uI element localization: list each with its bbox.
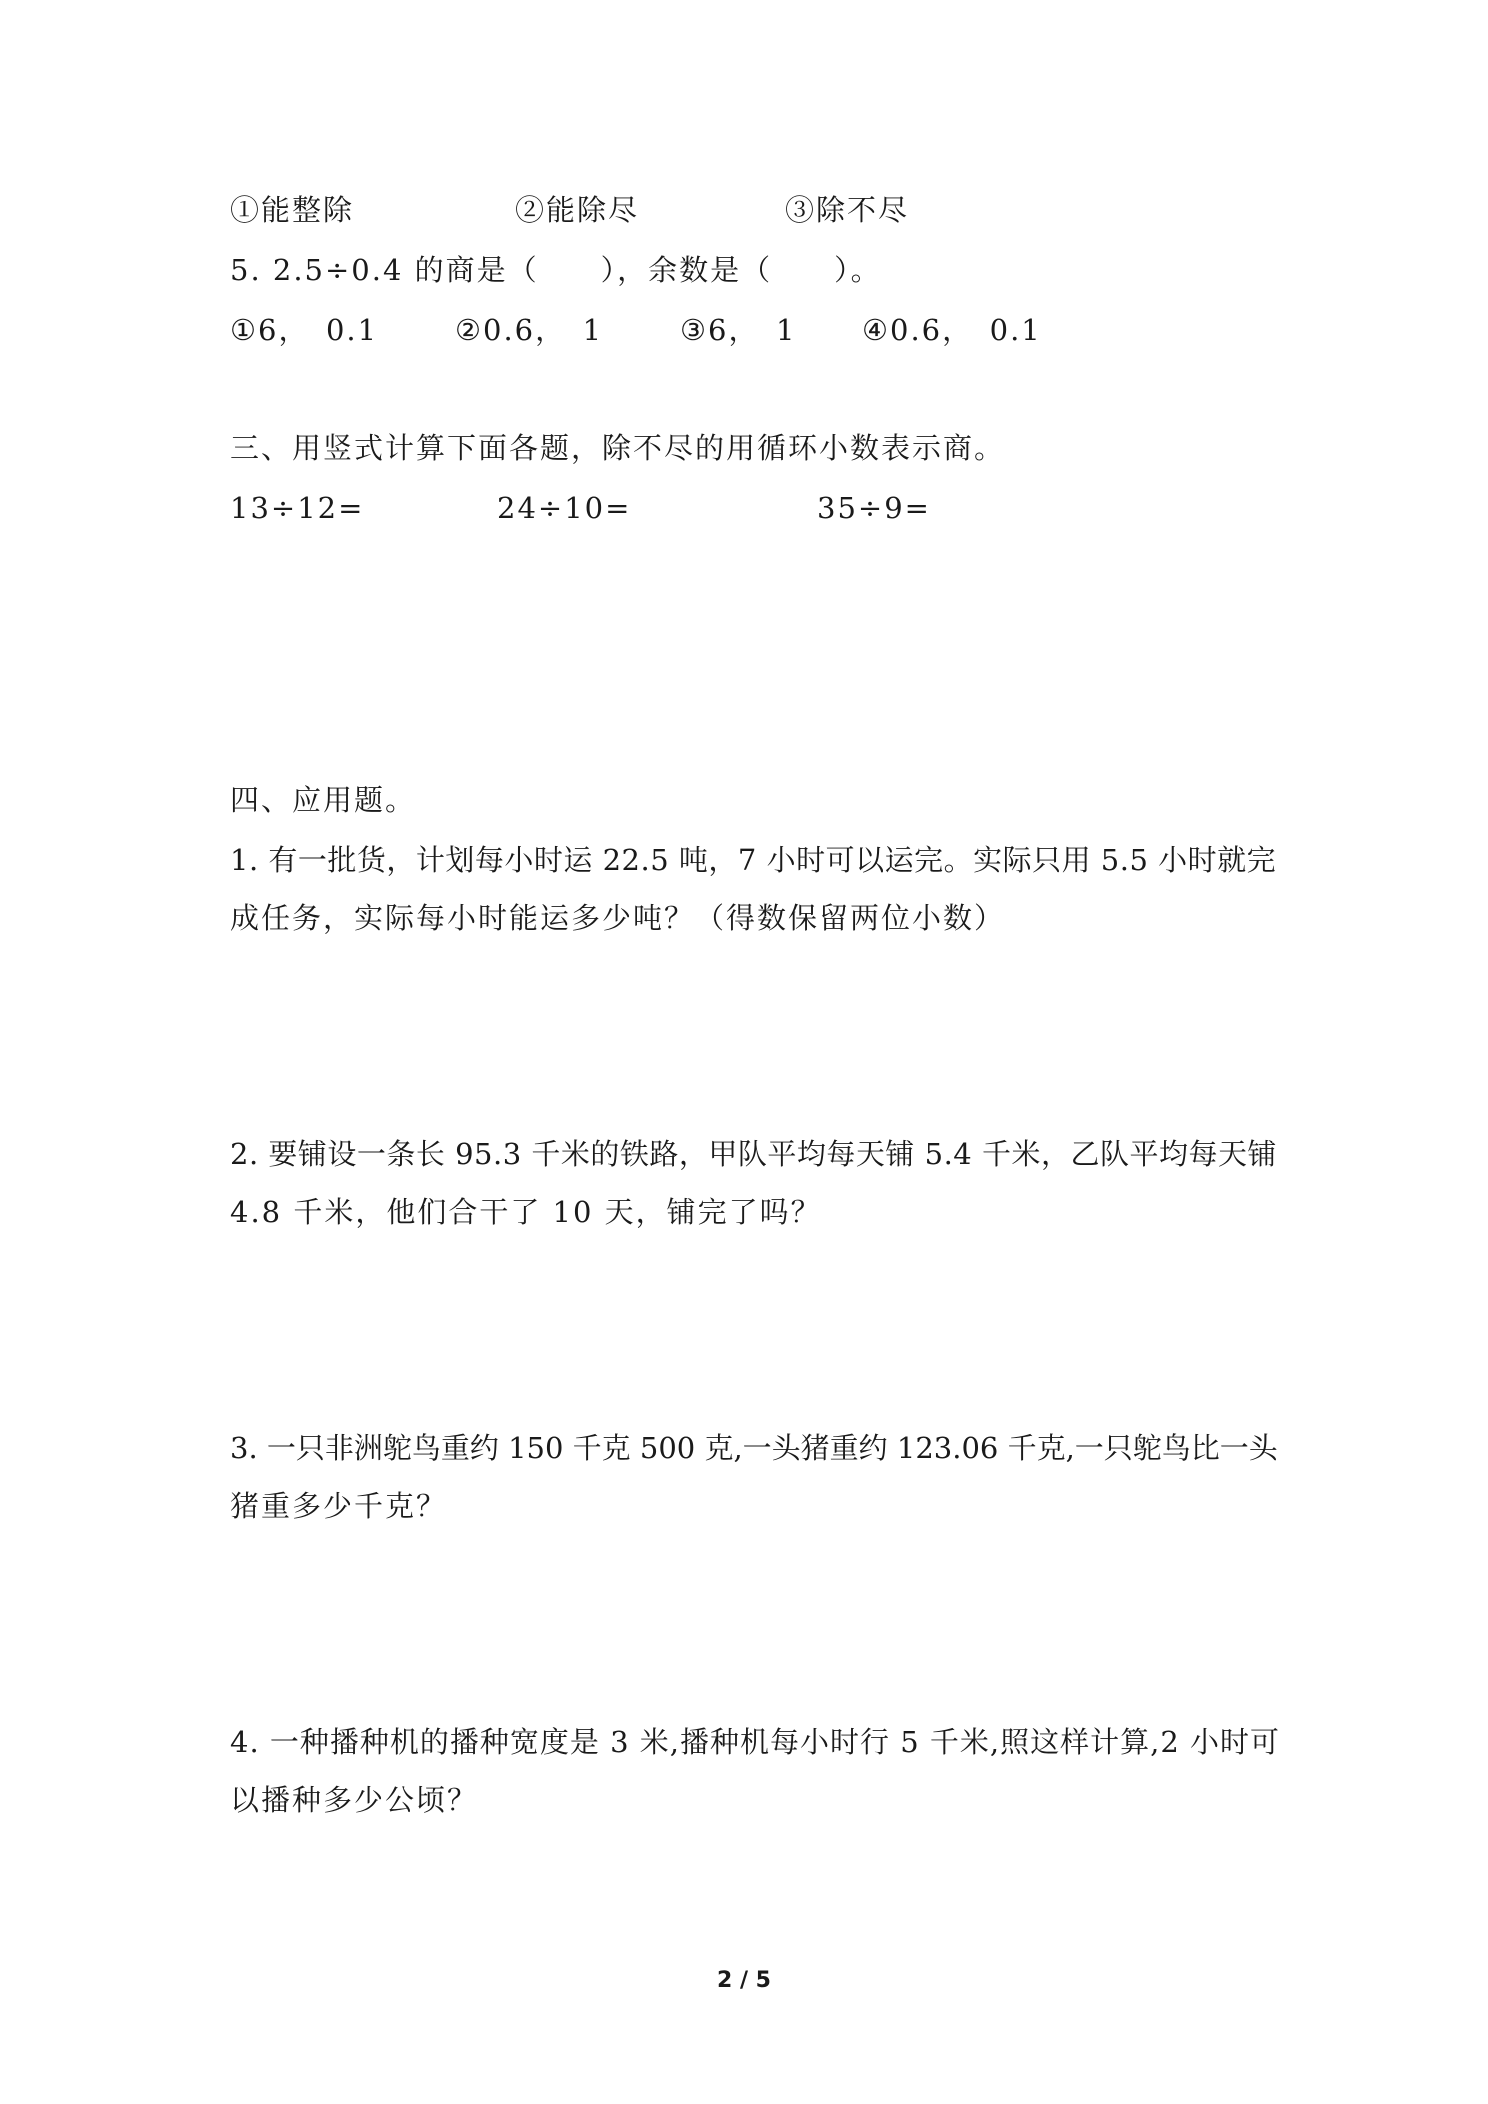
q5-option-4: ④0.6， 0.1 [862, 313, 1042, 347]
section-3-title: 三、用竖式计算下面各题，除不尽的用循环小数表示商。 [230, 431, 1006, 465]
word-problem-3-line-1: 3. 一只非洲鸵鸟重约 150 千克 500 克,一头猪重约 123.06 千克,一只鸵鸟比一头 [230, 1431, 1278, 1465]
calc-problem-2: 24÷10= [497, 491, 632, 525]
calc-problem-3: 35÷9= [817, 491, 931, 525]
q4-option-1: ①能整除 [230, 193, 355, 227]
q5-stem: 5. 2.5÷0.4 的商是（ ），余数是（ ）。 [230, 253, 882, 287]
word-problem-1-line-2: 成任务，实际每小时能运多少吨？（得数保留两位小数） [230, 901, 1006, 935]
word-problem-4-line-1: 4. 一种播种机的播种宽度是 3 米,播种机每小时行 5 千米,照这样计算,2 小时可 [230, 1725, 1280, 1759]
page-number: 2 / 5 [717, 1968, 771, 1993]
word-problem-3-line-2: 猪重多少千克？ [230, 1489, 448, 1523]
q5-option-1: ①6， 0.1 [230, 313, 379, 347]
q5-option-2: ②0.6， 1 [455, 313, 604, 347]
word-problem-2-line-1: 2. 要铺设一条长 95.3 千米的铁路，甲队平均每天铺 5.4 千米，乙队平均每天铺 [230, 1137, 1277, 1171]
calc-problem-1: 13÷12= [230, 491, 365, 525]
word-problem-4-line-2: 以播种多少公顷？ [230, 1783, 479, 1817]
word-problem-2-line-2: 4.8 千米，他们合干了 10 天，铺完了吗？ [230, 1195, 822, 1229]
q5-option-3: ③6， 1 [680, 313, 797, 347]
section-4-title: 四、应用题。 [230, 783, 417, 817]
word-problem-1-line-1: 1. 有一批货，计划每小时运 22.5 吨，7 小时可以运完。实际只用 5.5 小时就完 [230, 843, 1277, 877]
q4-option-2: ②能除尽 [515, 193, 640, 227]
q4-option-3: ③除不尽 [785, 193, 910, 227]
